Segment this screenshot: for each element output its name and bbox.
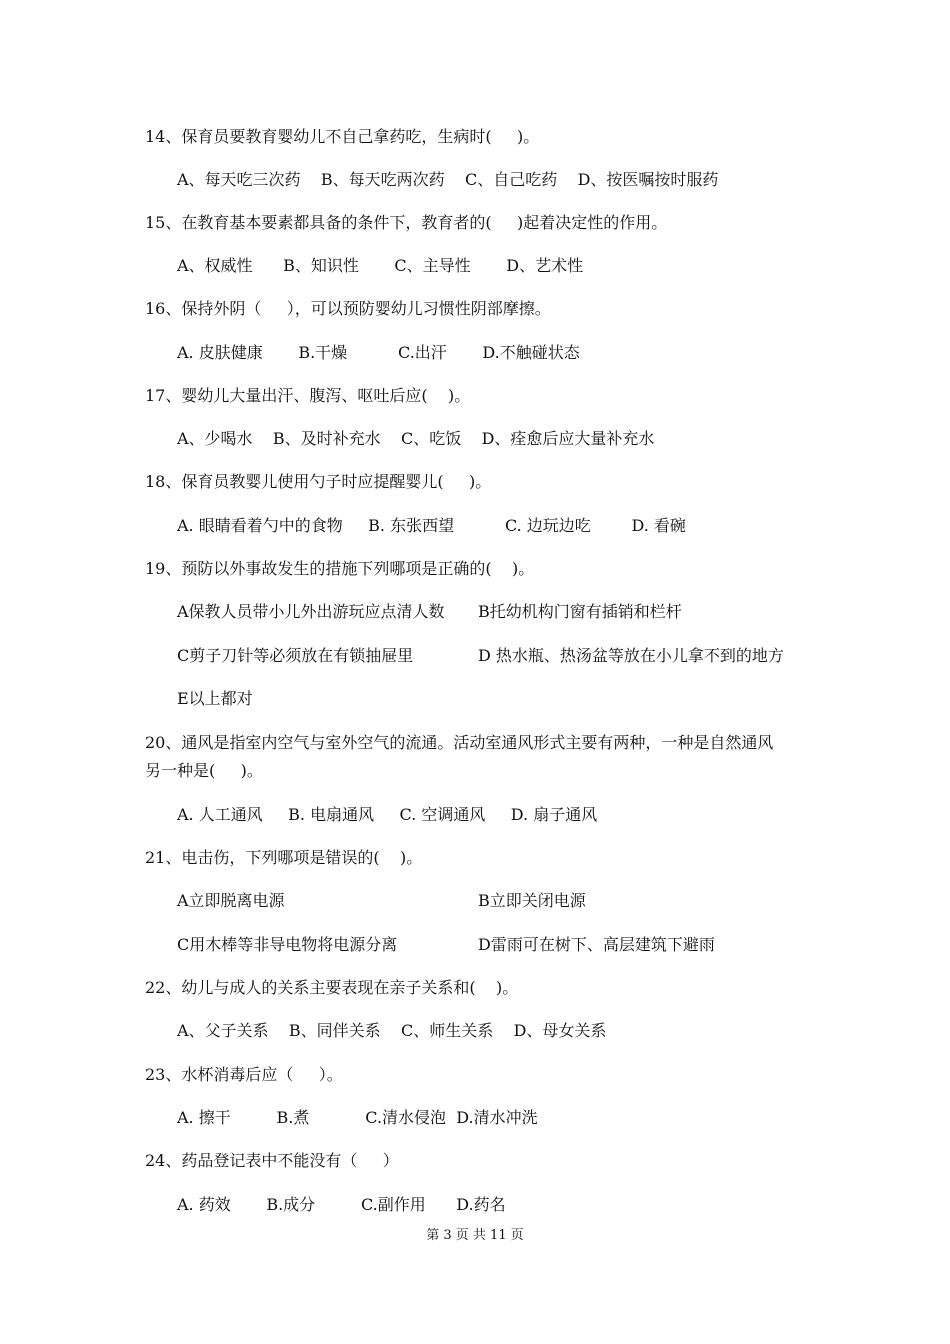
question-19-option-b: B托幼机构门窗有插销和栏杆 (478, 602, 682, 621)
question-20-line2: 另一种是( )。 (145, 761, 263, 780)
question-21-option-d: D雷雨可在树下、高层建筑下避雨 (478, 935, 715, 954)
question-24: 24、药品登记表中不能没有（ ） (145, 1151, 399, 1170)
question-18: 18、保育员教婴儿使用勺子时应提醒婴儿( )。 (145, 472, 492, 491)
question-23-options: A. 擦干 B.煮 C.清水侵泡 D.清水冲洗 (177, 1108, 538, 1127)
question-22-options: A、父子关系 B、同伴关系 C、师生关系 D、母女关系 (177, 1021, 607, 1040)
question-17-options: A、少喝水 B、及时补充水 C、吃饭 D、痊愈后应大量补充水 (177, 429, 655, 448)
question-19-option-a: A保教人员带小儿外出游玩应点清人数 (177, 602, 445, 621)
question-24-options: A. 药效 B.成分 C.副作用 D.药名 (177, 1195, 506, 1214)
question-16-options: A. 皮肤健康 B.干燥 C.出汗 D.不触碰状态 (177, 343, 580, 362)
question-19-option-d: D 热水瓶、热汤盆等放在小儿拿不到的地方 (478, 646, 784, 665)
question-19-option-e: E以上都对 (177, 689, 253, 708)
question-15: 15、在教育基本要素都具备的条件下，教育者的( )起着决定性的作用。 (145, 213, 668, 232)
question-21-option-b: B立即关闭电源 (478, 891, 586, 910)
question-17: 17、婴幼儿大量出汗、腹泻、呕吐后应( )。 (145, 386, 471, 405)
question-21: 21、电击伤，下列哪项是错误的( )。 (145, 848, 423, 867)
question-22: 22、幼儿与成人的关系主要表现在亲子关系和( )。 (145, 978, 519, 997)
question-19: 19、预防以外事故发生的措施下列哪项是正确的( )。 (145, 559, 535, 578)
question-14: 14、保育员要教育婴幼儿不自己拿药吃，生病时( )。 (145, 127, 540, 146)
question-21-option-a: A立即脱离电源 (177, 891, 285, 910)
question-15-options: A、权威性 B、知识性 C、主导性 D、艺术性 (177, 256, 584, 275)
question-16: 16、保持外阴（ ），可以预防婴幼儿习惯性阴部摩擦。 (145, 299, 551, 318)
question-14-options: A、每天吃三次药 B、每天吃两次药 C、自己吃药 D、按医嘱按时服药 (177, 170, 719, 189)
page-number-footer: 第 3 页 共 11 页 (426, 1228, 524, 1243)
question-18-options: A. 眼睛看着勺中的食物 B. 东张西望 C. 边玩边吃 D. 看碗 (177, 516, 686, 535)
question-19-option-c: C剪子刀针等必须放在有锁抽屉里 (177, 646, 414, 665)
question-20-line1: 20、通风是指室内空气与室外空气的流通。活动室通风形式主要有两种，一种是自然通风 (145, 733, 774, 752)
question-20-options: A. 人工通风 B. 电扇通风 C. 空调通风 D. 扇子通风 (177, 805, 598, 824)
question-21-option-c: C用木棒等非导电物将电源分离 (177, 935, 398, 954)
question-23: 23、水杯消毒后应（ ）。 (145, 1065, 343, 1084)
